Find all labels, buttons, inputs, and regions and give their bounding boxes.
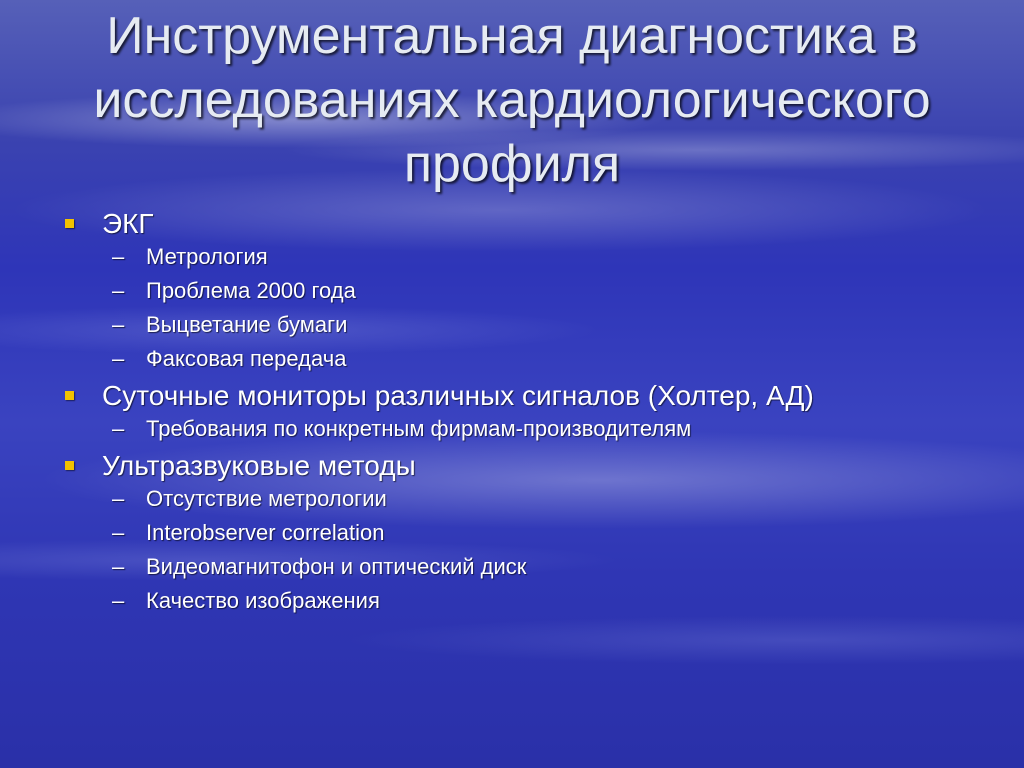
bullet-text: Суточные мониторы различных сигналов (Холтер, АД) bbox=[102, 380, 814, 411]
dash-icon: – bbox=[112, 520, 125, 545]
sub-bullet-item bbox=[60, 486, 960, 512]
sub-bullet-item bbox=[60, 312, 960, 338]
dash-icon: – bbox=[112, 278, 125, 303]
sub-bullet-text: Метрология bbox=[146, 244, 268, 269]
sub-bullet-text: Требования по конкретным фирмам-производителям bbox=[146, 416, 692, 441]
dash-icon: – bbox=[112, 416, 125, 441]
sub-bullet-text: Видеомагнитофон и оптический диск bbox=[146, 554, 527, 579]
bullet-text: Ультразвуковые методы bbox=[102, 450, 416, 481]
sub-bullet-text: Выцветание бумаги bbox=[146, 312, 348, 337]
dash-icon: – bbox=[112, 588, 125, 613]
dash-icon: – bbox=[112, 244, 125, 269]
sub-bullet-item bbox=[60, 520, 960, 546]
sub-bullet-text: Проблема 2000 года bbox=[146, 278, 356, 303]
square-bullet-icon bbox=[65, 219, 74, 228]
bullet-text: ЭКГ bbox=[102, 208, 154, 239]
sub-bullet-text: Факсовая передача bbox=[146, 346, 347, 371]
slide-body bbox=[60, 206, 960, 622]
dash-icon: – bbox=[112, 312, 125, 337]
bullet-item bbox=[60, 450, 960, 482]
sub-bullet-item bbox=[60, 588, 960, 614]
bullet-item bbox=[60, 380, 960, 412]
sub-bullet-text: Отсутствие метрологии bbox=[146, 486, 387, 511]
sub-bullet-item bbox=[60, 244, 960, 270]
square-bullet-icon bbox=[65, 391, 74, 400]
dash-icon: – bbox=[112, 346, 125, 371]
sub-bullet-text: Interobserver correlation bbox=[146, 520, 385, 545]
dash-icon: – bbox=[112, 486, 125, 511]
sub-bullet-text: Качество изображения bbox=[146, 588, 380, 613]
bullet-item bbox=[60, 208, 960, 240]
dash-icon: – bbox=[112, 554, 125, 579]
sub-bullet-item bbox=[60, 346, 960, 372]
square-bullet-icon bbox=[65, 461, 74, 470]
slide-title: Инструментальная диагностика в исследованиях кардиологического профиля bbox=[93, 7, 931, 193]
sub-bullet-item bbox=[60, 416, 960, 442]
sub-bullet-item bbox=[60, 554, 960, 580]
sub-bullet-item bbox=[60, 278, 960, 304]
